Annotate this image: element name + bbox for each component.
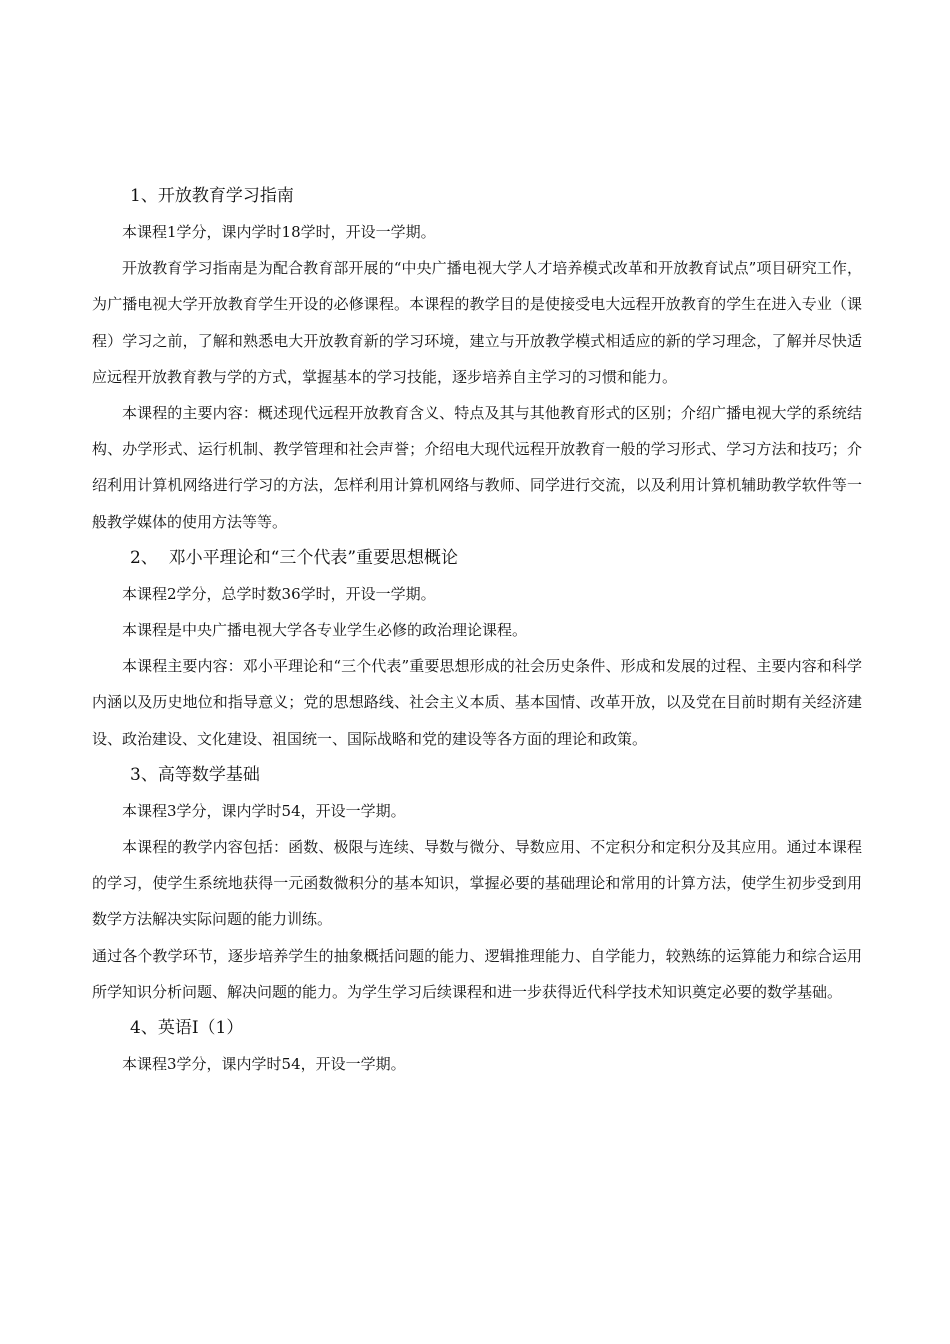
section-2-paragraph-3: 本课程主要内容：邓小平理论和“三个代表”重要思想形成的社会历史条件、形成和发展的过程、主要内容和科学内涵以及历史地位和指导意义；党的思想路线、社会主义本质、基本国情、改革开放，以及党在目前时期有关经济建设、政治建设、文化建设、祖国统一、国际战略和党的建设等各方面的理论和政策。 bbox=[92, 657, 862, 748]
document-body bbox=[92, 178, 862, 1082]
section-4-paragraph-1: 本课程3学分，课内学时54，开设一学期。 bbox=[122, 1055, 406, 1074]
section-heading-1: 1、开放教育学习指南 bbox=[130, 186, 294, 206]
section-3-paragraph-1: 本课程3学分，课内学时54，开设一学期。 bbox=[122, 801, 406, 820]
section-1-paragraph-2: 开放教育学习指南是为配合教育部开展的“中央广播电视大学人才培养模式改革和开放教育试点”项目研究工作，为广播电视大学开放教育学生开设的必修课程。本课程的教学目的是使接受电大远程开放教育的学生在进入专业（课程）学习之前，了解和熟悉电大开放教育新的学习环境，建立与开放教学模式相适应的新的学习理念，了解并尽快适应远程开放教育教与学的方式，掌握基本的学习技能，逐步培养自主学习的习惯和能力。 bbox=[92, 259, 862, 386]
section-1-paragraph-1: 本课程1学分，课内学时18学时，开设一学期。 bbox=[122, 223, 436, 241]
section-2-paragraph-2: 本课程是中央广播电视大学各专业学生必修的政治理论课程。 bbox=[122, 621, 528, 640]
section-heading-4: 4、英语I（1） bbox=[130, 1018, 244, 1039]
section-3-paragraph-2: 本课程的教学内容包括：函数、极限与连续、导数与微分、导数应用、不定积分和定积分及其应用。通过本课程的学习，使学生系统地获得一元函数微积分的基本知识，掌握必要的基础理论和常用的计算方法，使学生初步受到用数学方法解决实际问题的能力训练。 bbox=[92, 838, 862, 929]
section-heading-3: 3、高等数学基础 bbox=[130, 764, 260, 785]
section-2-paragraph-1: 本课程2学分，总学时数36学时，开设一学期。 bbox=[122, 584, 436, 603]
section-heading-2: 2、 邓小平理论和“三个代表”重要思想概论 bbox=[130, 547, 459, 568]
section-1-paragraph-3: 本课程的主要内容：概述现代远程开放教育含义、特点及其与其他教育形式的区别；介绍广播电视大学的系统结构、办学形式、运行机制、教学管理和社会声誉；介绍电大现代远程开放教育一般的学习形式、学习方法和技巧；介绍利用计算机网络进行学习的方法，怎样利用计算机网络与教师、同学进行交流，以及利用计算机辅助教学软件等一般教学媒体的使用方法等等。 bbox=[92, 404, 862, 531]
section-3-paragraph-3: 通过各个教学环节，逐步培养学生的抽象概括问题的能力、逻辑推理能力、自学能力，较熟练的运算能力和综合运用所学知识分析问题、解决问题的能力。为学生学习后续课程和进一步获得近代科学技术知识奠定必要的数学基础。 bbox=[92, 946, 862, 1001]
